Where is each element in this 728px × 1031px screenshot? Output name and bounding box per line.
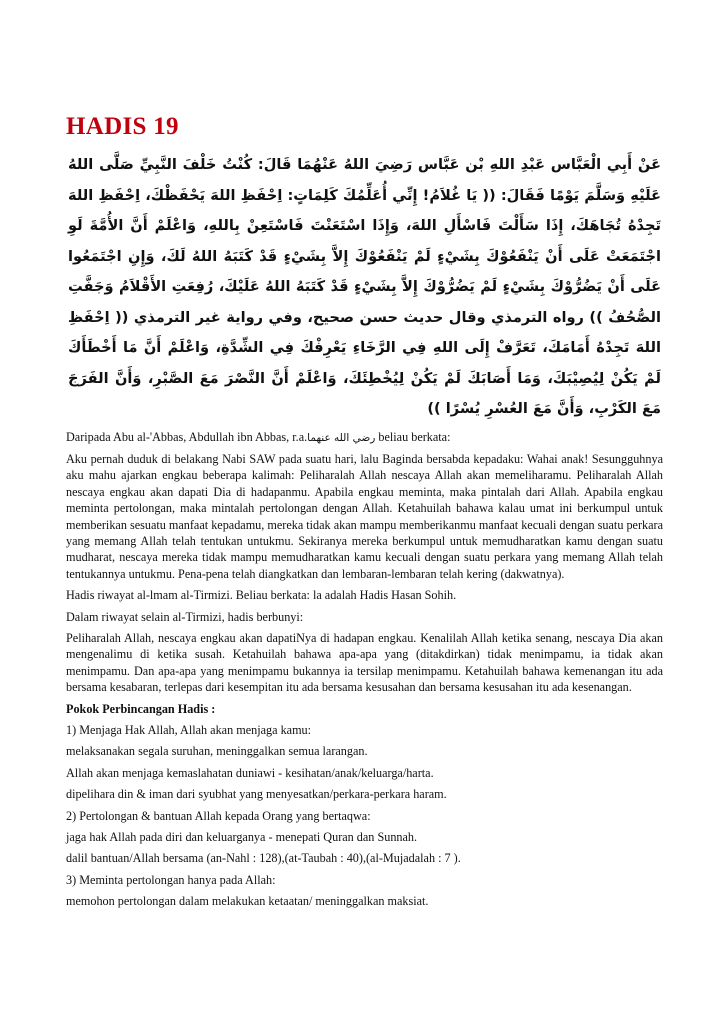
narrator-after: beliau berkata: xyxy=(375,429,451,444)
point-3-line-a: memohon pertolongan dalam melakukan ketaatan/ meninggalkan maksiat. xyxy=(66,894,429,909)
point-1-line-c: dipelihara din & iman dari syubhat yang menyesatkan/perkara-perkara haram. xyxy=(66,787,447,802)
point-2-line-a: jaga hak Allah pada diri dan keluarganya - menepati Quran dan Sunnah. xyxy=(66,830,418,845)
riwayat-paragraph: Hadis riwayat al-lmam al-Tirmizi. Beliau berkata: la adalah Hadis Hasan Sohih. xyxy=(66,588,457,603)
point-3-title: 3) Meminta pertolongan hanya pada Allah: xyxy=(66,872,276,887)
other-riwayat-intro: Dalam riwayat selain al-Tirmizi, hadis berbunyi: xyxy=(66,609,304,624)
arabic-hadith-text: عَنْ أَبِي الْعَبَّاس عَبْدِ اللهِ بْن عَبَّاس رَضِيَ اللهُ عَنْهُمَا قَالَ: كُنْتُ خَلْفَ النَّبِيِّ صَلَّى اللهُ عَلَيْهِ وَسَلَّمَ يَوْمًا فَقَالَ: (( يَا غُلاَمُ! إِنِّي أُعَلِّمُكَ كَلِمَاتٍ: اِحْفَظِ اللهَ يَحْفَظْكَ، اِحْفَظِ اللهَ تَجِدْهُ تُجَاهَكَ، إِذَا سَأَلْتَ فَاسْأَلِ اللهَ، وَإِذَا اسْتَعَنْتَ فَاسْتَعِنْ بِاللهِ، وَاعْلَمْ أَنَّ الأُمَّةَ لَوِ اجْتَمَعَتْ عَلَى أَنْ يَنْفَعُوْكَ بِشَيْءٍ لَمْ يَنْفَعُوْكَ إِلاَّ بِشَيْءٍ قَدْ كَتَبَهُ اللهُ لَكَ، وَإِنِ اجْتَمَعُوا عَلَى أَنْ يَضُرُّوْكَ بِشَيْءٍ لَمْ يَضُرُّوْكَ إِلاَّ بِشَيْءٍ قَدْ كَتَبَهُ اللهُ عَلَيْكَ، رُفِعَتِ الأَقْلاَمُ وَجَفَّتِ الصُّحُفُ )) رواه الترمذي وقال حديث حسن صحيح، وفي رواية غير الترمذي (( اِحْفَظِ اللهَ تَجِدْهُ أَمَامَكَ، تَعَرَّفْ إِلَى اللهِ فِي الرَّخَاءِ يَعْرِفْكَ فِي الشِّدَّةِ، وَاعْلَمْ أَنَّ مَا أَخْطَأَكَ لَمْ يَكُنْ لِيُصِيْبَكَ، وَمَا أَصَابَكَ لَمْ يَكُنْ لِيُخْطِئَكَ، وَاعْلَمْ أَنَّ النَّصْرَ مَعَ الصَّبْرِ، وَأَنَّ الفَرَجَ مَعَ الكَرْبِ، وَأَنَّ مَعَ العُسْرِ يُسْرًا )) xyxy=(68,156,661,417)
narrator-arabic: رضي الله عنهما xyxy=(307,431,376,444)
other-riwayat-text: Peliharalah Allah, nescaya engkau akan dapatiNya di hadapan engkau. Kenalilah Allah ketika senang, nescaya Dia akan mengenalimu di ketika susah. Ketahuilah bahawa apa-apa yang (ditakdirkan) tidak menimpamu, ia tidak akan menimpamu. Dan apa-apa yang menimpamu bukannya ia tersilap menimpamu. Ketahuilah bahawa kemenangan itu ada bersama kesabaran, terlepas dari kesempitan itu ada bersama kesusahan dan bersama kesusahan itu ada kesenangan. xyxy=(66,630,663,695)
point-2-line-b: dalil bantuan/Allah bersama (an-Nahl : 128),(at-Taubah : 40),(al-Mujadalah : 7 ). xyxy=(66,851,461,866)
point-1-line-a: melaksanakan segala suruhan, meninggalkan semua larangan. xyxy=(66,744,368,759)
point-1-line-b: Allah akan menjaga kemaslahatan duniawi - kesihatan/anak/keluarga/harta. xyxy=(66,765,434,780)
narrator-line xyxy=(66,427,663,449)
document-page xyxy=(66,112,663,913)
hadith-title: HADIS 19 xyxy=(66,113,179,140)
point-2-title: 2) Pertolongan & bantuan Allah kepada Orang yang bertaqwa: xyxy=(66,808,371,823)
point-1-title: 1) Menjaga Hak Allah, Allah akan menjaga kamu: xyxy=(66,723,312,737)
narrator-before: Daripada Abu al-'Abbas, Abdullah ibn Abbas, r.a. xyxy=(66,429,308,444)
discussion-heading: Pokok Perbincangan Hadis : xyxy=(66,701,216,716)
translation-paragraph: Aku pernah duduk di belakang Nabi SAW pada suatu hari, lalu Baginda bersabda kepadaku: Wahai anak! Sesungguhnya aku mahu ajarkan engkau beberapa kalimah: Peliharalah Allah nescaya Allah akan memeliharamu. Peliharalah Allah nescaya engkau akan dapati Dia di hadapanmu. Apabila engkau meminta, maka pintalah dari Allah. Apabila engkau meminta pertolongan, maka mintalah pertolongan dengan Allah. Ketahuilah bahawa kalau umat ini berkumpul untuk memberikan sesuatu manfaat kepadamu, mereka tidak akan mampu memberikanmu manfaat kecuali dengan suatu perkara yang memang Allah telah tentukan untukmu. Sekiranya mereka berkumpul untuk memudharatkan kamu dengan suatu mudharat, nescaya mereka tidak mampu memudharatkan kamu kecuali dengan suatu perkara yang memang Allah telah tentukannya untukmu. Pena-pena telah diangkatkan dan lembaran-lembaran telah kering (dakwatnya). xyxy=(66,451,663,581)
